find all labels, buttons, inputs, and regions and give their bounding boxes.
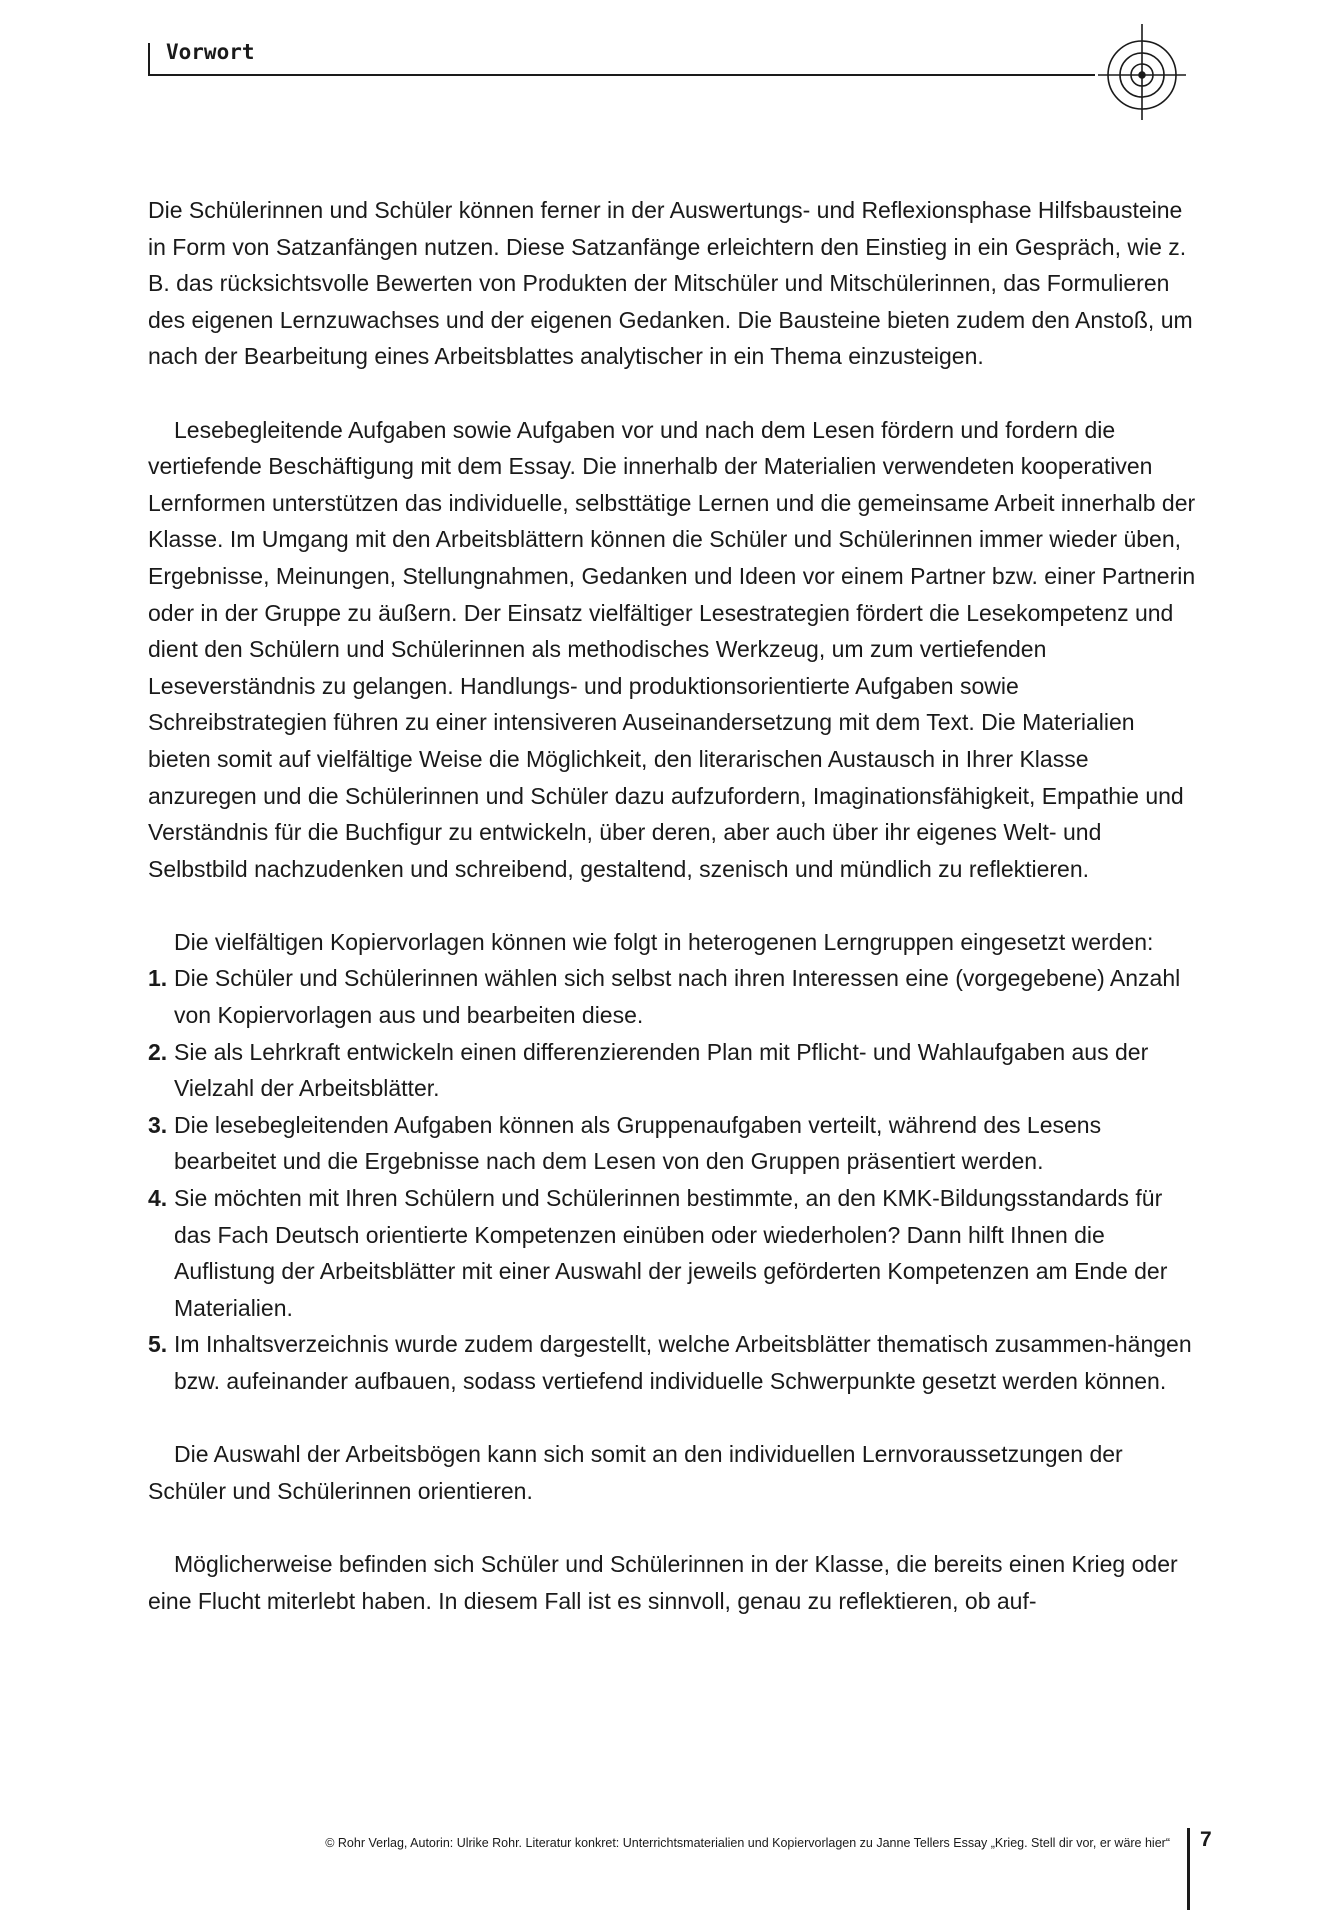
numbered-list: [148, 960, 1200, 1399]
paragraph-4: Möglicherweise befinden sich Schüler und Schülerinnen in der Klasse, die bereits einen Krieg oder eine Flucht miterlebt haben. In diesem Fall ist es sinnvoll, genau zu reflektieren, ob auf-: [148, 1550, 1178, 1614]
list-item: [148, 1180, 1200, 1326]
list-item-text: Die Schüler und Schülerinnen wählen sich selbst nach ihren Interessen eine (vorgegebene) Anzahl von Kopiervorlagen aus und bearbeiten diese.: [174, 965, 1181, 1029]
list-item: [148, 1326, 1200, 1399]
list-item-number: 5.: [148, 1331, 168, 1358]
list-item: [148, 960, 1200, 1033]
list-item-number: 1.: [148, 965, 168, 992]
list-item-text: Sie möchten mit Ihren Schülern und Schülerinnen bestimmte, an den KMK-Bildungsstandards für das Fach Deutsch orientierte Kompetenzen einüben oder wiederholen? Dann hilft Ihnen die Auflistung der Arbeitsblätter mit einer Auswahl der jeweils geförderten Kompetenzen am Ende der Materialien.: [174, 1185, 1168, 1321]
header-rule: [148, 74, 1095, 76]
list-item-text: Sie als Lehrkraft entwickeln einen differenzierenden Plan mit Pflicht- und Wahlaufgaben aus der Vielzahl der Arbeitsblätter.: [174, 1038, 1149, 1102]
list-item: [148, 1034, 1200, 1107]
page-number: 7: [1200, 1828, 1212, 1851]
list-item-text: Im Inhaltsverzeichnis wurde zudem dargestellt, welche Arbeitsblätter thematisch zusammen-hängen bzw. aufeinander aufbauen, sodass vertiefend individuelle Schwerpunkte gesetzt werden können.: [174, 1331, 1192, 1394]
list-item-number: 3.: [148, 1111, 168, 1138]
paragraph-1: Die Schülerinnen und Schüler können ferner in der Auswertungs- und Reflexionsphase Hilfsbausteine in Form von Satzanfängen nutzen. Diese Satzanfänge erleichtern den Einstieg in ein Gespräch, wie z. B. das rücksichtsvolle Bewerten von Produkten der Mitschüler und Mitschülerinnen, das Formulieren des eigenen Lernzuwachses und der eigenen Gedanken. Die Bausteine bieten zudem den Anstoß, um nach der Bearbeitung eines Arbeitsblattes analytischer in ein Thema einzusteigen.: [148, 197, 1193, 370]
header-tick-mark: [148, 43, 150, 75]
list-item-text: Die lesebegleitenden Aufgaben können als Gruppenaufgaben verteilt, während des Lesens bearbeitet und die Ergebnisse nach dem Lesen von den Gruppen präsentiert werden.: [174, 1111, 1102, 1175]
target-crosshair-icon: [1096, 22, 1188, 122]
footer-copyright: © Rohr Verlag, Autorin: Ulrike Rohr. Literatur konkret: Unterrichtsmaterialien und Kopiervorlagen zu Janne Tellers Essay „Krieg. Stell dir vor, er wäre hier“: [325, 1836, 1170, 1850]
paragraph-3: Die Auswahl der Arbeitsbögen kann sich somit an den individuellen Lernvoraussetzungen der Schüler und Schülerinnen orientieren.: [148, 1441, 1123, 1504]
paragraph-2: Lesebegleitende Aufgaben sowie Aufgaben vor und nach dem Lesen fördern und fordern die vertiefende Beschäftigung mit dem Essay. Die innerhalb der Materialien verwendeten kooperativen Lernformen unterstützen das individuelle, selbsttätige Lernen und die gemeinsame Arbeit innerhalb der Klasse. Im Umgang mit den Arbeitsblättern können die Schüler und Schülerinnen immer wieder üben, Ergebnisse, Meinungen, Stellungnahmen, Gedanken und Ideen vor einem Partner bzw. einer Partnerin oder in der Gruppe zu äußern. Der Einsatz vielfältiger Lesestrategien fördert die Lesekompetenz und dient den Schülern und Schülerinnen als methodisches Werkzeug, um zum vertiefenden Leseverständnis zu gelangen. Handlungs- und produktionsorientierte Aufgaben sowie Schreibstrategien führen zu einer intensiveren Auseinandersetzung mit dem Text. Die Materialien bieten somit auf vielfältige Weise die Möglichkeit, den literarischen Austausch in Ihrer Klasse anzuregen und die Schülerinnen und Schüler dazu aufzufordern, Imaginationsfähigkeit, Empathie und Verständnis für die Buchfigur zu entwickeln, über deren, aber auch über ihr eigenes Welt- und Selbstbild nachzudenken und schreibend, gestaltend, szenisch und mündlich zu reflektieren.: [148, 416, 1196, 882]
list-intro: Die vielfältigen Kopiervorlagen können wie folgt in heterogenen Lerngruppen eingesetzt werden:: [174, 928, 1154, 955]
footer-divider: [1187, 1828, 1190, 1910]
section-title: Vorwort: [166, 40, 255, 64]
list-item-number: 4.: [148, 1185, 168, 1212]
body-text: [148, 192, 1200, 1656]
list-item-number: 2.: [148, 1038, 168, 1065]
list-item: [148, 1107, 1200, 1180]
